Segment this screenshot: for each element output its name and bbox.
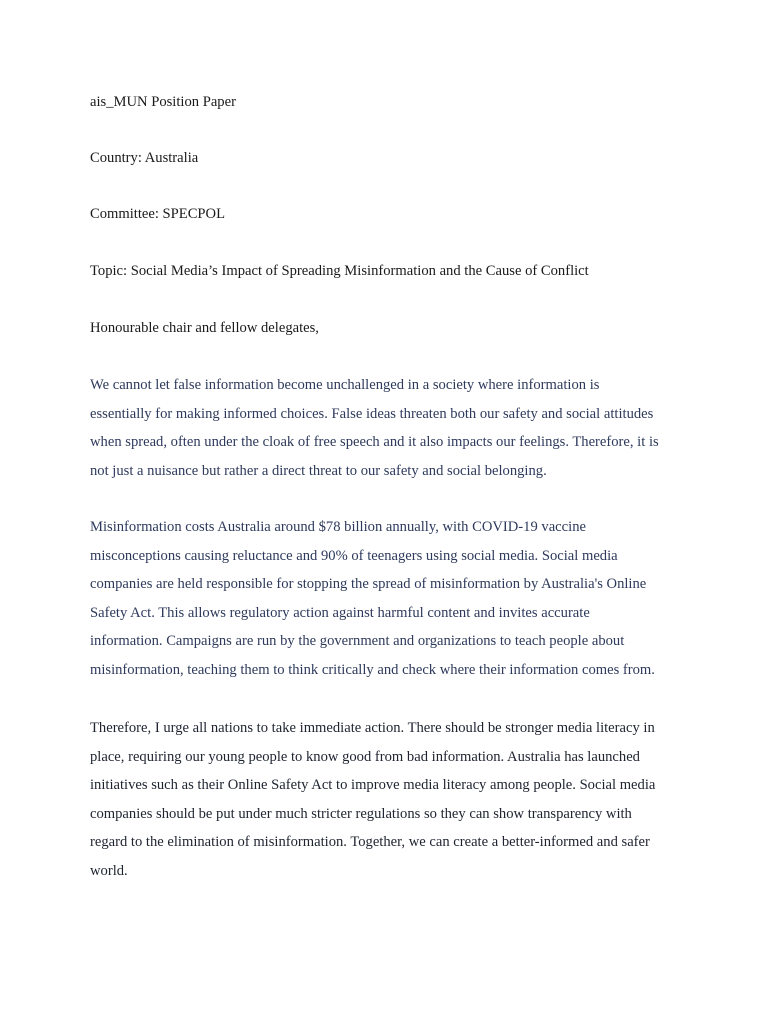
paragraph-line: Safety Act. This allows regulatory action against harmful content and invites accurate [90,604,590,621]
paragraph-line: not just a nuisance but rather a direct threat to our safety and social belonging. [90,462,547,479]
paragraph-line: companies are held responsible for stopping the spread of misinformation by Australia's Online [90,576,647,593]
country-line: Country: Australia [90,150,199,166]
paragraph-conclusion [90,714,700,886]
paragraph-line: Therefore, I urge all nations to take immediate action. There should be stronger media literacy in [90,720,655,736]
paragraph-line: world. [90,862,128,879]
paragraph-line: regard to the elimination of misinformation. Together, we can create a better-informed and safer [90,834,650,851]
paragraph-line: misconceptions causing reluctance and 90% of teenagers using social media. Social media [90,547,618,564]
paragraph-intro [90,371,700,485]
committee-line: Committee: SPECPOL [90,206,226,222]
topic-line: Topic: Social Media’s Impact of Spreading Misinformation and the Cause of Conflict [90,263,589,279]
paragraph-background [90,513,700,685]
paragraph-line: initiatives such as their Online Safety Act to improve media literacy among people. Social media [90,777,656,794]
paragraph-line: essentially for making informed choices. False ideas threaten both our safety and social attitudes [90,405,654,422]
paragraph-line: Misinformation costs Australia around $78 billion annually, with COVID-19 vaccine [90,519,586,535]
paragraph-line: misinformation, teaching them to think critically and check where their information comes from. [90,661,655,678]
salutation: Honourable chair and fellow delegates, [90,320,319,336]
paragraph-line: information. Campaigns are run by the government and organizations to teach people about [90,633,625,650]
paragraph-line: companies should be put under much stricter regulations so they can show transparency with [90,805,632,822]
document-title: ais_MUN Position Paper [90,94,236,110]
paragraph-line: place, requiring our young people to know good from bad information. Australia has launched [90,748,640,765]
paragraph-line: when spread, often under the cloak of free speech and it also impacts our feelings. Therefore, it is [90,434,659,451]
paragraph-line: We cannot let false information become unchallenged in a society where information is [90,377,600,393]
